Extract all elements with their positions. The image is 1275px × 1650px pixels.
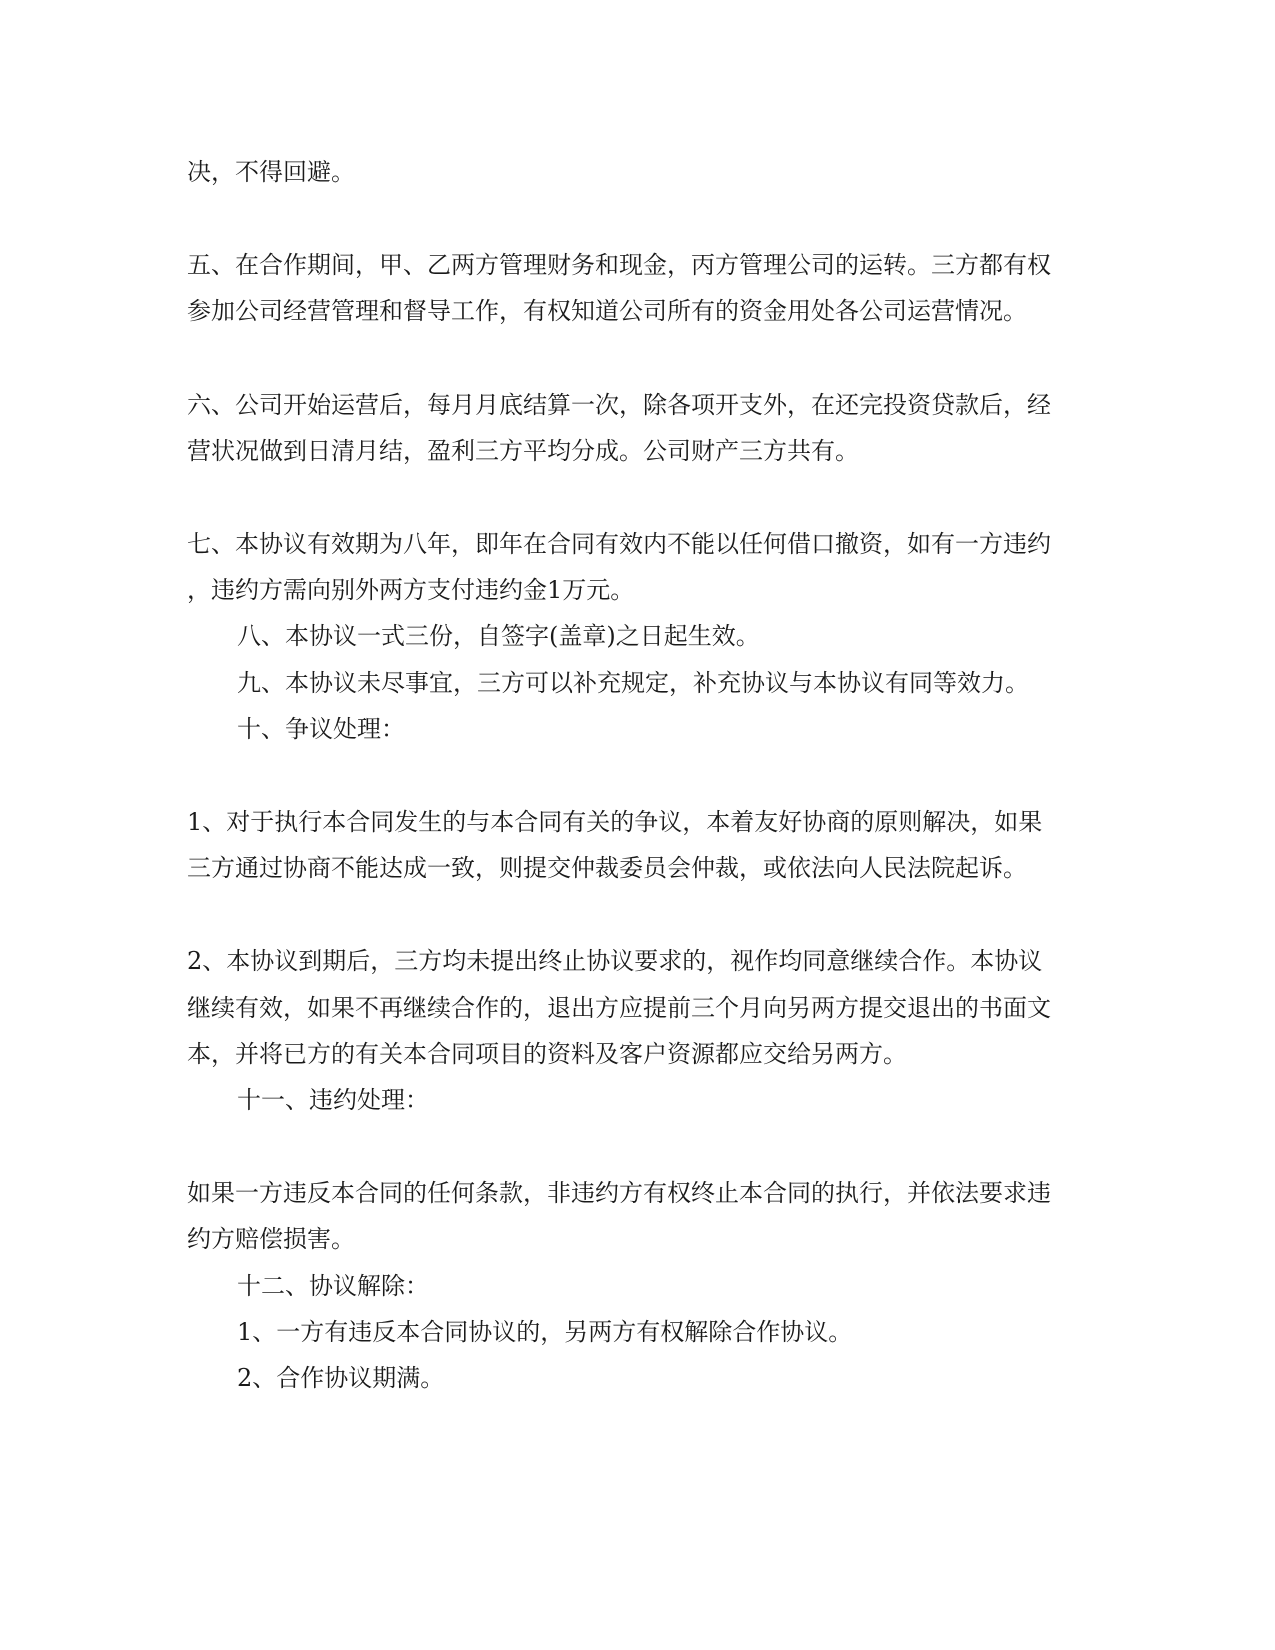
- text-line: 如果一方违反本合同的任何条款，非违约方有权终止本合同的执行，并依法要求违: [187, 1179, 1051, 1207]
- text-line: 十、争议处理：: [237, 715, 405, 743]
- text-line: 十一、违约处理：: [237, 1086, 429, 1114]
- text-line: 九、本协议未尽事宜，三方可以补充规定，补充协议与本协议有同等效力。: [237, 669, 1029, 697]
- text-line: 1、对于执行本合同发生的与本合同有关的争议，本着友好协商的原则解决，如果: [187, 808, 1043, 836]
- text-line: 继续有效，如果不再继续合作的，退出方应提前三个月向另两方提交退出的书面文: [187, 994, 1051, 1022]
- text-line: 2、本协议到期后，三方均未提出终止协议要求的，视作均同意继续合作。本协议: [187, 947, 1043, 975]
- text-line: 约方赔偿损害。: [187, 1225, 355, 1253]
- text-line: 十二、协议解除：: [237, 1272, 429, 1300]
- text-line: 营状况做到日清月结，盈利三方平均分成。公司财产三方共有。: [187, 437, 859, 465]
- text-line: 六、公司开始运营后，每月月底结算一次，除各项开支外，在还完投资贷款后，经: [187, 391, 1051, 419]
- text-line: 八、本协议一式三份，自签字(盖章)之日起生效。: [237, 622, 760, 650]
- text-line: 2、合作协议期满。: [237, 1364, 445, 1392]
- text-line: 五、在合作期间，甲、乙两方管理财务和现金，丙方管理公司的运转。三方都有权: [187, 251, 1051, 279]
- text-line: 决，不得回避。: [187, 158, 355, 186]
- text-line: 七、本协议有效期为八年，即年在合同有效内不能以任何借口撤资，如有一方违约: [187, 530, 1051, 558]
- text-line: 本，并将已方的有关本合同项目的资料及客户资源都应交给另两方。: [187, 1040, 907, 1068]
- text-line: 1、一方有违反本合同协议的，另两方有权解除合作协议。: [237, 1318, 853, 1346]
- text-line: ，违约方需向别外两方支付违约金1万元。: [187, 576, 635, 604]
- text-line: 参加公司经营管理和督导工作，有权知道公司所有的资金用处各公司运营情况。: [187, 297, 1027, 325]
- text-line: 三方通过协商不能达成一致，则提交仲裁委员会仲裁，或依法向人民法院起诉。: [187, 854, 1027, 882]
